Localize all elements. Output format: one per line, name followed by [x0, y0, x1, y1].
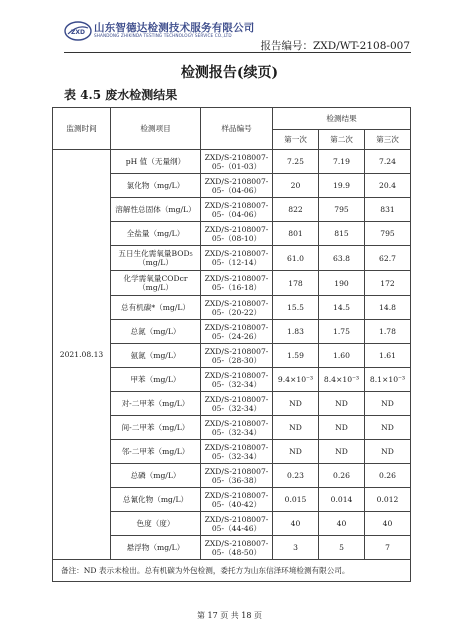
company-logo-mark-icon — [64, 20, 92, 42]
value-cell: 831 — [365, 198, 411, 222]
item-cell: 化学需氧量CODcr（mg/L） — [111, 271, 201, 296]
value-cell: 7.25 — [273, 150, 319, 174]
page-title: 检测报告(续页) — [180, 65, 279, 81]
value-cell: 3 — [273, 536, 319, 560]
header-divider — [64, 52, 411, 53]
value-cell: 1.75 — [319, 320, 365, 344]
value-cell: 1.59 — [273, 344, 319, 368]
value-cell: 40 — [273, 512, 319, 536]
value-cell: 178 — [273, 271, 319, 296]
value-cell: 0.26 — [319, 464, 365, 488]
item-cell: 邻-二甲苯（mg/L） — [111, 440, 201, 464]
item-cell: 溶解性总固体（mg/L） — [111, 198, 201, 222]
company-logo — [64, 18, 254, 48]
value-cell: ND — [273, 440, 319, 464]
table-title: 表 4.5 废水检测结果 — [64, 88, 178, 102]
value-cell: 795 — [319, 198, 365, 222]
value-cell: 40 — [365, 512, 411, 536]
value-cell: 1.83 — [273, 320, 319, 344]
sample-cell: ZXD/S-2108007-05-（36-38） — [201, 464, 273, 488]
sample-cell: ZXD/S-2108007-05-（32-34） — [201, 392, 273, 416]
item-cell: 总有机碳*（mg/L） — [111, 296, 201, 320]
value-cell: ND — [365, 440, 411, 464]
value-cell: 0.015 — [273, 488, 319, 512]
wastewater-results-table — [52, 107, 411, 582]
sample-cell: ZXD/S-2108007-05-（32-34） — [201, 416, 273, 440]
value-cell: ND — [319, 392, 365, 416]
value-cell: 801 — [273, 222, 319, 246]
monitoring-date: 2021.08.13 — [53, 150, 111, 560]
item-cell: 间-二甲苯（mg/L） — [111, 416, 201, 440]
item-cell: 氨氮（mg/L） — [111, 344, 201, 368]
value-cell: ND — [365, 392, 411, 416]
sample-cell: ZXD/S-2108007-05-（16-18） — [201, 271, 273, 296]
company-name-cn: 山东智德达检测技术服务有限公司 — [94, 22, 255, 34]
value-cell: 14.8 — [365, 296, 411, 320]
header-round-2: 第二次 — [319, 130, 365, 150]
sample-cell: ZXD/S-2108007-05-（12-14） — [201, 246, 273, 271]
value-cell: ND — [365, 416, 411, 440]
value-cell: 190 — [319, 271, 365, 296]
value-cell: 0.26 — [365, 464, 411, 488]
value-cell: 62.7 — [365, 246, 411, 271]
header-sample: 样品编号 — [201, 108, 273, 150]
value-cell: 795 — [365, 222, 411, 246]
item-cell: 甲苯（mg/L） — [111, 368, 201, 392]
header-time: 监测时间 — [53, 108, 111, 150]
item-cell: 总磷（mg/L） — [111, 464, 201, 488]
value-cell: 7.24 — [365, 150, 411, 174]
sample-cell: ZXD/S-2108007-05-（04-06） — [201, 174, 273, 198]
value-cell: 1.61 — [365, 344, 411, 368]
value-cell: 1.60 — [319, 344, 365, 368]
item-cell: 总氮（mg/L） — [111, 320, 201, 344]
item-cell: pH 值（无量纲） — [111, 150, 201, 174]
value-cell: 8.1×10⁻³ — [365, 368, 411, 392]
value-cell: 0.23 — [273, 464, 319, 488]
sample-cell: ZXD/S-2108007-05-（08-10） — [201, 222, 273, 246]
item-cell: 对-二甲苯（mg/L） — [111, 392, 201, 416]
value-cell: 5 — [319, 536, 365, 560]
value-cell: 9.4×10⁻³ — [273, 368, 319, 392]
value-cell: ND — [273, 392, 319, 416]
value-cell: 14.5 — [319, 296, 365, 320]
item-cell: 悬浮物（mg/L） — [111, 536, 201, 560]
value-cell: 822 — [273, 198, 319, 222]
report-number: 报告编号：ZXD/WT-2108-007 — [260, 40, 410, 52]
value-cell: ND — [319, 416, 365, 440]
value-cell: 63.8 — [319, 246, 365, 271]
table-row — [53, 150, 411, 174]
value-cell: 1.78 — [365, 320, 411, 344]
sample-cell: ZXD/S-2108007-05-（01-03） — [201, 150, 273, 174]
value-cell: ND — [273, 416, 319, 440]
value-cell: 19.9 — [319, 174, 365, 198]
value-cell: 20.4 — [365, 174, 411, 198]
table-header-row — [53, 108, 411, 130]
sample-cell: ZXD/S-2108007-05-（32-34） — [201, 368, 273, 392]
value-cell: 0.012 — [365, 488, 411, 512]
item-cell: 全盐量（mg/L） — [111, 222, 201, 246]
value-cell: 815 — [319, 222, 365, 246]
table-note: 备注：ND 表示未检出。总有机碳为外包检测，委托方为山东信泽环境检测有限公司。 — [53, 560, 411, 582]
sample-cell: ZXD/S-2108007-05-（48-50） — [201, 536, 273, 560]
page-number: 第 17 页 共 18 页 — [196, 611, 263, 620]
value-cell: 61.0 — [273, 246, 319, 271]
value-cell: 8.4×10⁻³ — [319, 368, 365, 392]
value-cell: 7 — [365, 536, 411, 560]
sample-cell: ZXD/S-2108007-05-（40-42） — [201, 488, 273, 512]
company-name-en: SHANDONG ZHIKINDA TESTING TECHNOLOGY SERVICE CO.,LTD — [94, 33, 232, 38]
sample-cell: ZXD/S-2108007-05-（28-30） — [201, 344, 273, 368]
logo-mark-text: ZXD — [71, 29, 85, 36]
item-cell: 五日生化需氧量BOD₅（mg/L） — [111, 246, 201, 271]
value-cell: 0.014 — [319, 488, 365, 512]
sample-cell: ZXD/S-2108007-05-（32-34） — [201, 440, 273, 464]
sample-cell: ZXD/S-2108007-05-（44-46） — [201, 512, 273, 536]
sample-cell: ZXD/S-2108007-05-（04-06） — [201, 198, 273, 222]
header-results: 检测结果 — [273, 108, 411, 130]
value-cell: 15.5 — [273, 296, 319, 320]
sample-cell: ZXD/S-2108007-05-（20-22） — [201, 296, 273, 320]
table-note-row — [53, 560, 411, 582]
item-cell: 总氰化物（mg/L） — [111, 488, 201, 512]
header-round-3: 第三次 — [365, 130, 411, 150]
item-cell: 色度（度） — [111, 512, 201, 536]
item-cell: 氯化物（mg/L） — [111, 174, 201, 198]
sample-cell: ZXD/S-2108007-05-（24-26） — [201, 320, 273, 344]
header-item: 检测项目 — [111, 108, 201, 150]
header-round-1: 第一次 — [273, 130, 319, 150]
value-cell: 172 — [365, 271, 411, 296]
value-cell: 40 — [319, 512, 365, 536]
value-cell: 7.19 — [319, 150, 365, 174]
value-cell: ND — [319, 440, 365, 464]
value-cell: 20 — [273, 174, 319, 198]
